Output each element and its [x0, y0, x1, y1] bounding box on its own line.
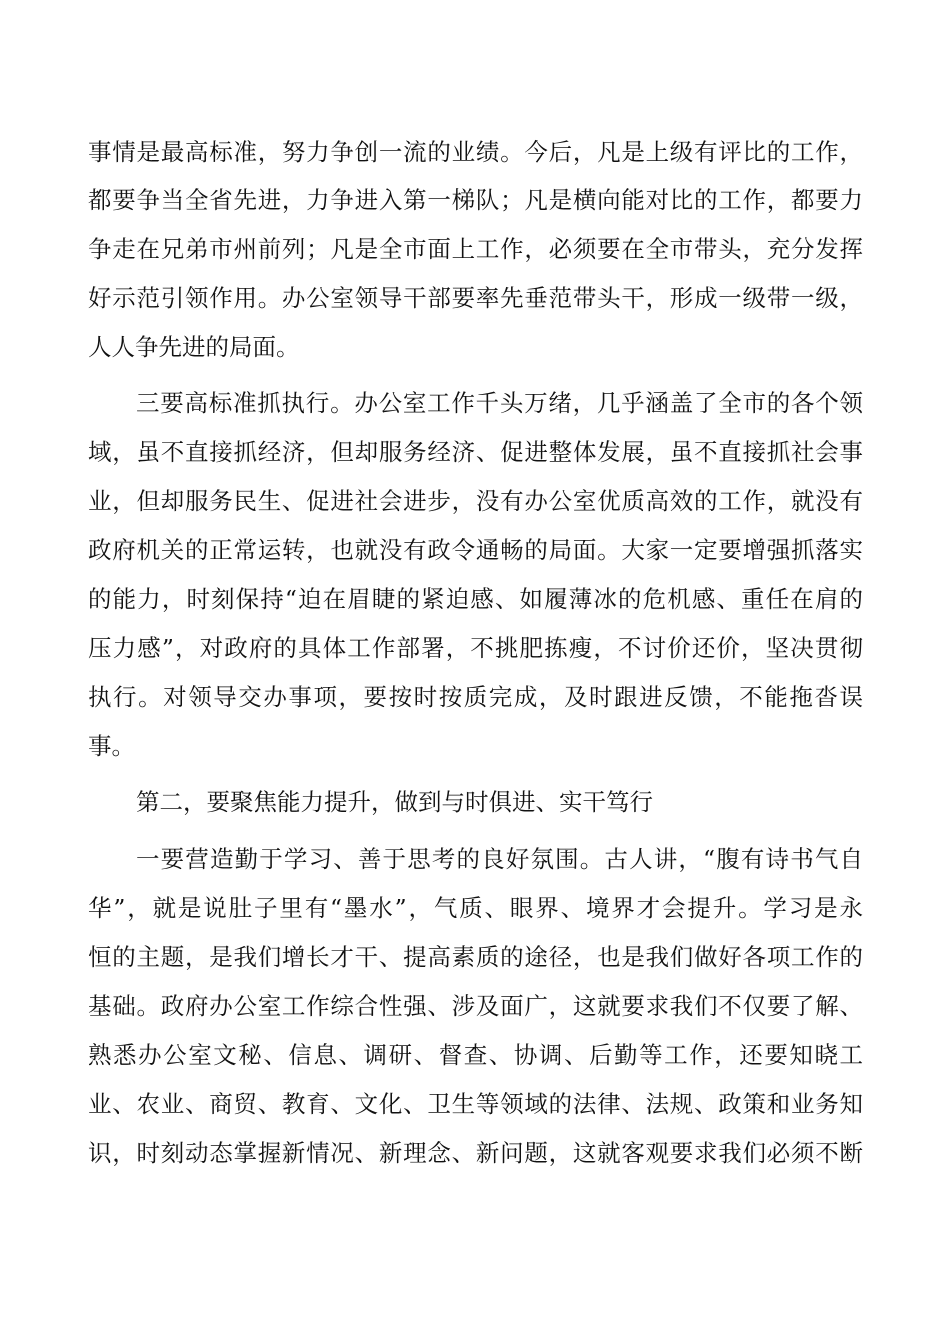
text-line: 域，虽不直接抓经济，但却服务经济、促进整体发展，虽不直接抓社会事: [88, 438, 863, 466]
paragraph-first-line: 三要高标准抓执行。办公室工作千头万绪，几乎涵盖了全市的各个领: [136, 389, 863, 417]
text-line: 业，但却服务民生、促进社会进步，没有办公室优质高效的工作，就没有: [88, 487, 863, 515]
text-line: 基础。政府办公室工作综合性强、涉及面广，这就要求我们不仅要了解、: [88, 992, 863, 1020]
text-line: 华”，就是说肚子里有“墨水”，气质、眼界、境界才会提升。学习是永: [88, 894, 863, 922]
text-line: 的能力，时刻保持“迫在眉睫的紧迫感、如履薄冰的危机感、重任在肩的: [88, 585, 863, 613]
paragraph-first-line: 一要营造勤于学习、善于思考的良好氛围。古人讲，“腹有诗书气自: [136, 845, 863, 873]
text-line: 压力感”，对政府的具体工作部署，不挑肥拣瘦，不讨价还价，坚决贯彻: [88, 634, 863, 662]
text-line: 事情是最高标准，努力争创一流的业绩。今后，凡是上级有评比的工作，: [88, 138, 863, 166]
text-line: 人人争先进的局面。: [88, 333, 300, 361]
text-line: 业、农业、商贸、教育、文化、卫生等领域的法律、法规、政策和业务知: [88, 1090, 863, 1118]
text-line: 争走在兄弟市州前列；凡是全市面上工作，必须要在全市带头，充分发挥: [88, 235, 863, 263]
text-line: 事。: [88, 732, 135, 760]
text-line: 熟悉办公室文秘、信息、调研、督查、协调、后勤等工作，还要知晓工: [88, 1041, 863, 1069]
text-line: 好示范引领作用。办公室领导干部要率先垂范带头干，形成一级带一级，: [88, 284, 863, 312]
text-line: 都要争当全省先进，力争进入第一梯队；凡是横向能对比的工作，都要力: [88, 186, 863, 214]
section-heading: 第二，要聚焦能力提升，做到与时俱进、实干笃行: [136, 788, 653, 816]
text-line: 恒的主题，是我们增长才干、提高素质的途径，也是我们做好各项工作的: [88, 943, 863, 971]
text-line: 政府机关的正常运转，也就没有政令通畅的局面。大家一定要增强抓落实: [88, 536, 863, 564]
text-line: 识，时刻动态掌握新情况、新理念、新问题，这就客观要求我们必须不断: [88, 1139, 863, 1167]
text-line: 执行。对领导交办事项，要按时按质完成，及时跟进反馈，不能拖沓误: [88, 683, 863, 711]
